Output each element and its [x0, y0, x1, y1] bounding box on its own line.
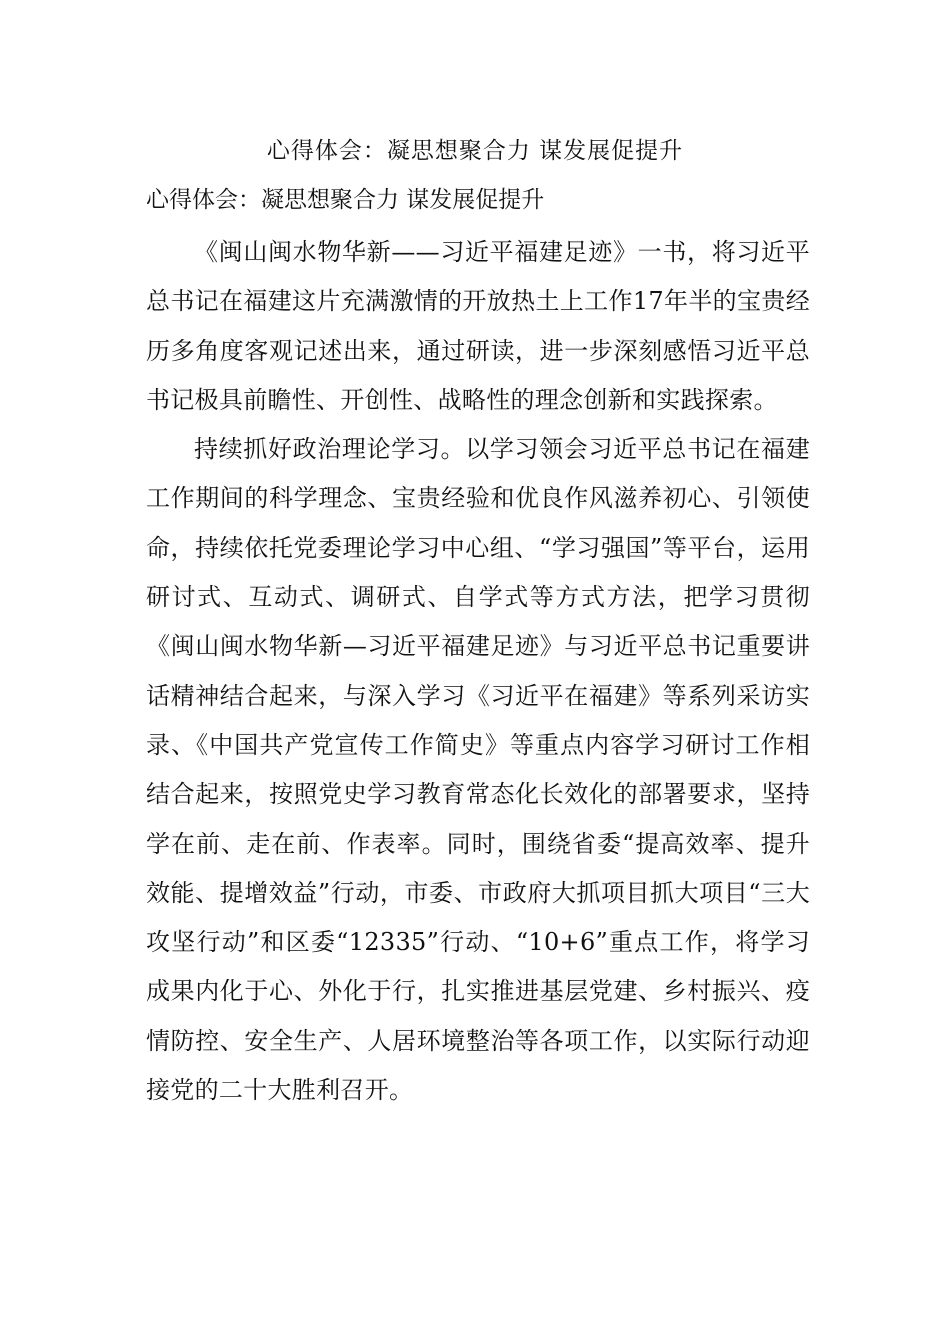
document-subtitle: 心得体会：凝思想聚合力 谋发展促提升 [146, 187, 545, 213]
document-body [146, 228, 810, 1115]
paragraph-theory-study: 持续抓好政治理论学习。以学习领会习近平总书记在福建工作期间的科学理念、宝贵经验和优良作风滋养初心、引领使命，持续依托党委理论学习中心组、“学习强国”等平台，运用研讨式、互动式、调研式、自学式等方式方法，把学习贯彻《闽山闽水物华新—习近平福建足迹》与习近平总书记重要讲话精神结合起来，与深入学习《习近平在福建》等系列采访实录、《中国共产党宣传工作简史》等重点内容学习研讨工作相结合起来，按照党史学习教育常态化长效化的部署要求，坚持学在前、走在前、作表率。同时，围绕省委“提高效率、提升效能、提增效益”行动，市委、市政府大抓项目抓大项目“三大攻坚行动”和区委“12335”行动、“10+6”重点工作，将学习成果内化于心、外化于行，扎实推进基层党建、乡村振兴、疫情防控、安全生产、人居环境整治等各项工作，以实际行动迎接党的二十大胜利召开。 [146, 435, 810, 1105]
document-title: 心得体会：凝思想聚合力 谋发展促提升 [266, 138, 684, 164]
paragraph-intro: 《闽山闽水物华新——习近平福建足迹》一书，将习近平总书记在福建这片充满激情的开放热土上工作17年半的宝贵经历多角度客观记述出来，通过研读，进一步深刻感悟习近平总书记极具前瞻性、开创性、战略性的理念创新和实践探索。 [146, 238, 810, 414]
